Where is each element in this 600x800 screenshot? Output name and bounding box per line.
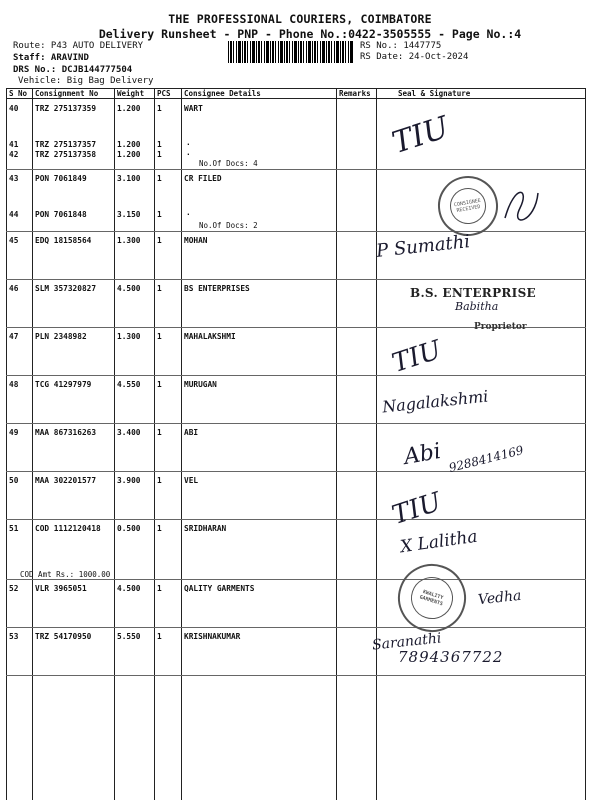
pcs: 1 [157, 140, 162, 149]
consignee: QALITY GARMENTS [184, 584, 255, 593]
pcs: 1 [157, 284, 162, 293]
signature-row51: X Lalitha [398, 526, 479, 558]
table-row-sno: 41 [9, 140, 19, 149]
signature-row50: TIU [388, 487, 445, 531]
consignee: . [186, 148, 191, 157]
rs-number: RS No.: 1447775 [360, 41, 442, 51]
phone-row53: 7894367722 [398, 648, 504, 666]
pcs: 1 [157, 476, 162, 485]
signature-row48: Nagalakshmi [381, 386, 490, 417]
consignee: CR FILED [184, 174, 222, 183]
signature-scribble-row43 [500, 178, 540, 228]
vehicle-label: Vehicle: Big Bag Delivery [18, 76, 154, 86]
consignee: VEL [184, 476, 199, 485]
table-row-sno: 48 [9, 380, 19, 389]
consignment-no: PON 7061848 [35, 210, 87, 219]
consignment-no: MAA 302201577 [35, 476, 97, 485]
table-row-sno: 44 [9, 210, 19, 219]
weight: 4.500 [117, 584, 141, 593]
col-header-sno: S No [9, 89, 28, 98]
consignee: . [186, 138, 191, 147]
phone-row49: 9288414169 [447, 442, 525, 476]
signature-row46: Babitha [455, 300, 499, 313]
pcs: 1 [157, 380, 162, 389]
table-row-sno: 51 [9, 524, 19, 533]
col-header-remarks: Remarks [339, 89, 371, 98]
weight: 4.550 [117, 380, 141, 389]
cod-amount: COD Amt Rs.: 1000.00 [20, 570, 111, 579]
consignment-no: SLM 357320827 [35, 284, 97, 293]
consignee: . [186, 208, 191, 217]
consignment-no: TRZ 275137357 [35, 140, 97, 149]
proprietor-label: Proprietor [474, 322, 527, 332]
consignment-no: PLN 2348982 [35, 332, 87, 341]
table-row-sno: 50 [9, 476, 19, 485]
weight: 1.200 [117, 150, 141, 159]
signature-row47: TIU [388, 335, 445, 379]
consignment-no: PON 7061849 [35, 174, 87, 183]
consignee: KRISHNAKUMAR [184, 632, 241, 641]
table-row-sno: 47 [9, 332, 19, 341]
consignment-no: COD 1112120418 [35, 524, 101, 533]
docs-count-note: No.Of Docs: 2 [199, 221, 258, 230]
consignee: MURUGAN [184, 380, 217, 389]
weight: 4.500 [117, 284, 141, 293]
runsheet-subtitle: Delivery Runsheet - PNP - Phone No.:0422-3505555 - Page No.:4 [98, 27, 522, 41]
pcs: 1 [157, 428, 162, 437]
garments-stamp-center: KWALITY GARMENTS [406, 572, 459, 625]
col-header-consignee: Consignee Details [184, 89, 261, 98]
consignee: MOHAN [184, 236, 208, 245]
signature-row53: Saranathi [371, 630, 443, 654]
weight: 0.500 [117, 524, 141, 533]
table-row-sno: 43 [9, 174, 19, 183]
table-row-sno: 52 [9, 584, 19, 593]
table-row-sno: 42 [9, 150, 19, 159]
table-row-sno: 40 [9, 104, 19, 113]
staff-label: Staff: ARAVIND [13, 53, 89, 63]
consignee: ABI [184, 428, 199, 437]
pcs: 1 [157, 524, 162, 533]
pcs: 1 [157, 174, 162, 183]
weight: 3.150 [117, 210, 141, 219]
weight: 1.200 [117, 104, 141, 113]
signature-row49: Abi [402, 438, 443, 471]
company-title: THE PROFESSIONAL COURIERS, COIMBATORE [168, 12, 432, 26]
consignee: MAHALAKSHMI [184, 332, 236, 341]
consignment-no: EDQ 18158564 [35, 236, 92, 245]
table-row-sno: 53 [9, 632, 19, 641]
consignment-no: TRZ 54170950 [35, 632, 92, 641]
runsheet-table [6, 88, 586, 800]
drs-label: DRS No.: DCJB144777504 [13, 65, 133, 75]
pcs: 1 [157, 210, 162, 219]
col-header-seal-signature: Seal & Signature [398, 89, 471, 98]
consignment-no: TCG 41297979 [35, 380, 92, 389]
consignee: SRIDHARAN [184, 524, 227, 533]
pcs: 1 [157, 150, 162, 159]
table-row-sno: 45 [9, 236, 19, 245]
weight: 3.400 [117, 428, 141, 437]
weight: 3.900 [117, 476, 141, 485]
stamp-center: CONSIGNEE RECEIVED [447, 185, 489, 227]
weight: 1.300 [117, 236, 141, 245]
signature-row45: P Sumathi [375, 231, 471, 262]
docs-count-note: No.Of Docs: 4 [199, 159, 258, 168]
consignee: WART [184, 104, 203, 113]
consignment-no: MAA 867316263 [35, 428, 97, 437]
table-row-sno: 46 [9, 284, 19, 293]
signature-row52: Vedha [477, 587, 523, 609]
consignment-no: TRZ 275137358 [35, 150, 97, 159]
company-stamp-name: B.S. ENTERPRISE [410, 286, 536, 300]
consignment-no: TRZ 275137359 [35, 104, 97, 113]
barcode-image [228, 41, 354, 63]
route-label: Route: P43 AUTO DELIVERY [13, 41, 144, 51]
table-row-sno: 49 [9, 428, 19, 437]
pcs: 1 [157, 236, 162, 245]
consignment-no: VLR 3965051 [35, 584, 87, 593]
rs-date: RS Date: 24-Oct-2024 [360, 52, 469, 62]
col-header-consignment: Consignment No [35, 89, 99, 98]
col-header-pcs: PCS [157, 89, 171, 98]
pcs: 1 [157, 332, 162, 341]
pcs: 1 [157, 632, 162, 641]
weight: 3.100 [117, 174, 141, 183]
signature-row40: TIU [387, 110, 454, 161]
weight: 1.300 [117, 332, 141, 341]
col-header-weight: Weight [117, 89, 145, 98]
consignee: BS ENTERPRISES [184, 284, 250, 293]
pcs: 1 [157, 584, 162, 593]
weight: 5.550 [117, 632, 141, 641]
weight: 1.200 [117, 140, 141, 149]
pcs: 1 [157, 104, 162, 113]
